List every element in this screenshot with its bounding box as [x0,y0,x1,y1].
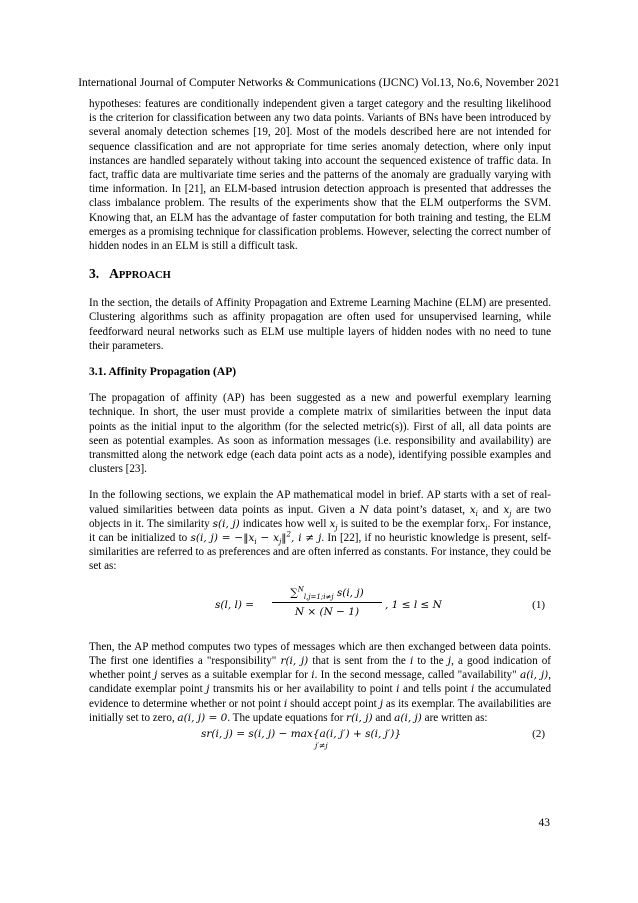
ap-paragraph-3 [89,640,551,725]
text: transmits his or her availability to point [209,683,397,696]
running-header: International Journal of Computer Networks & Communications (IJCNC) Vol.13, No.6, November 2021 [78,77,560,89]
math: a(i, j) [519,669,549,682]
math-sub: i [485,523,488,532]
text: indicates how well [239,517,330,530]
ap-paragraph-2 [89,488,551,573]
math-sub: j [335,523,338,532]
math-base: x [479,517,486,530]
math: j [154,669,158,682]
math-part: ‖ [281,532,287,545]
math-part: s(i, j) = −‖x [190,532,255,545]
text: is suited to be the exemplar for [337,517,480,530]
math: j [447,654,452,667]
math: j [379,697,383,710]
math-sub: i [475,509,478,518]
text: and [372,711,395,724]
math: r(i, j) [280,654,309,667]
math: a(i, j) = 0 [177,711,228,724]
sum-term: s(i, j) [333,586,364,599]
math [470,504,478,516]
equation-2 [89,727,551,755]
text: to the [413,654,448,667]
text: . In [22], if no heuristic knowledge is present, self-similarities are referred to as preferences and are often inferred as constants. For instance, they could be set as: [89,532,551,573]
equation-1 [89,586,551,626]
math: a(i, j) [394,711,422,724]
math-sup: 2 [286,530,291,539]
body-text [89,97,551,755]
math: i [311,669,315,682]
math: i [470,683,475,696]
math-sub: i [254,538,257,547]
eq2-max-subscript: j′≠j [315,740,328,750]
text: , a good indication of whether point [89,654,551,682]
section-title-initial: A [109,266,119,282]
math [330,518,338,530]
math-sub: j [279,538,282,547]
text: serves as a suitable exemplar for [157,669,312,682]
math-part: − x [256,532,280,545]
ap-paragraph-1: The propagation of affinity (AP) has been suggested as a new and powerful exemplary learning technique. In short, the user must provide a complete matrix of similarities between the input data points as the initial input to the algorithm (for the selected metric(s)). First of all, all data points are seen as potential examples. As soon as information messages (i.e. responsibility and availability) are transmitted along the network edge (each data point acts as a node), identifying possible examples and clusters [23]. [89,392,551,476]
page-number: 43 [538,817,550,829]
math: i [396,683,400,696]
sum-lower: l,j=1;i≠j [303,592,334,601]
intro-paragraph: hypotheses: features are conditionally independent given a target category and the resulting likelihood is the criterion for classification between any two data points. Variants of BNs have been introduced by several anomaly detection schemes [19, 20]. Most of the models described here are not intended for sequence classification and are not appropriate for time series anomaly detection, where only input instances are handled separately without taking into account the sequenced existence of traffic data. In fact, traffic data are multivariate time series and the patterns of the anomaly are gradually varying with time information. In [21], an ELM-based intrusion detection approach is presented that addresses the class imbalance problem. The results of the experiments show that the ELM outperforms the SVM. Knowing that, an ELM has the advantage of faster computation for both training and testing, the ELM emerges as a promising technique for classification problems. However, selecting the correct number of hidden nodes in an ELM is still a difficult task. [89,98,551,253]
eq1-condition: , 1 ≤ l ≤ N [385,598,442,611]
section-heading-approach [89,266,551,284]
eq2-expression: sr(i, j) = s(i, j) − max{a(i, j′) + s(i, j′)} [201,727,402,740]
eq2-number: (2) [532,727,545,740]
approach-paragraph: In the section, the details of Affinity Propagation and Extreme Learning Machine (ELM) are presented. Clustering algorithms such as affinity propagation are often used for unsupervised learning, while feedforward neural networks such as ELM use multiple layers of hidden nodes with no need to tune their parameters. [89,297,551,352]
text: Then, the AP method computes two types of messages which are then exchanged between data points. The first one identifies a "responsibility" [89,640,551,667]
text: . For instance, it can be initialized to [89,517,551,545]
math: i [283,697,288,710]
math [479,518,487,530]
math-base: x [503,503,510,516]
subsection-heading-ap: 3.1. Affinity Propagation (AP) [89,366,237,379]
text: . In the second message, called "availability" [314,669,520,682]
eq1-lhs: s(l, l) = [215,598,255,611]
text: the accumulated evidence to determine whether or not point [89,683,552,710]
text: and [477,503,504,516]
text: and tells point [399,683,471,696]
text: are written as: [421,711,488,724]
sum-symbol: ∑ [290,586,298,599]
sum-upper: N [297,585,304,594]
text: data point’s dataset, [368,503,470,516]
math: i [409,654,414,667]
math-init-formula [190,530,322,547]
section-title-rest: PPROACH [118,270,171,282]
math: N [359,503,369,516]
text: as its exemplar. The availabilities are initially set to zero, [89,697,551,724]
math-sub: j [509,509,512,518]
text: are two objects in it. The similarity [89,503,551,530]
eq1-fraction [272,586,382,619]
math: r(i, j) [346,711,373,724]
eq1-numerator [272,586,382,603]
text: . The update equations for [227,711,347,724]
text: In the following sections, we explain the AP mathematical model in brief. AP starts with a set of real-valued similarities between data points as input. Given a [89,489,551,516]
eq1-denominator: N × (N − 1) [294,605,360,618]
math-part: , i ≠ j [291,532,322,545]
math-base: x [469,503,476,516]
eq1-number: (1) [532,598,545,611]
text: , candidate exemplar point [89,669,551,696]
math: j [206,683,210,696]
section-number: 3. [89,266,100,282]
text: should accept point [287,697,380,710]
text: that is sent from the [308,654,410,667]
math-base: x [329,517,336,530]
math: s(i, j) [212,517,240,530]
